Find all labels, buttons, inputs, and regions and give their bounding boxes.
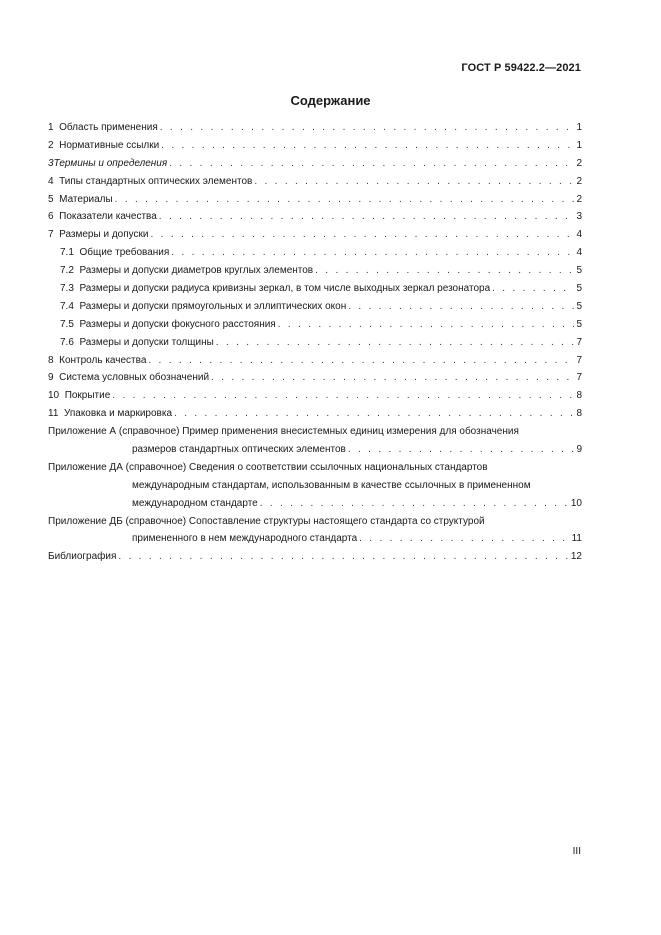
toc-entry-label: Размеры и допуски фокусного расстояния — [79, 318, 276, 330]
toc-appendix-da-line2[interactable] — [48, 477, 582, 495]
toc-entry-number: 7 — [48, 229, 60, 241]
dot-leader — [115, 191, 575, 209]
toc-entry-label: Размеры и допуски диаметров круглых элементов — [79, 265, 314, 277]
toc-entry-number: 7.4 — [60, 300, 80, 312]
toc-entry-label: Размеры и допуски прямоугольных и эллиптических окон — [79, 300, 347, 312]
toc-entry-label: Типы стандартных оптических элементов — [59, 175, 253, 187]
toc-entry-page: 8 — [576, 390, 582, 402]
toc-entry-2[interactable] — [48, 137, 582, 155]
dot-leader — [492, 280, 574, 298]
toc-entry-label: Контроль качества — [59, 354, 147, 366]
toc-entry-label: Размеры и допуски радиуса кривизны зеркал, в том числе выходных зеркал резонатора — [79, 283, 491, 295]
toc-entry-page: 9 — [576, 444, 582, 456]
toc-entry-page: 5 — [576, 283, 582, 295]
toc-appendix-a-line2[interactable] — [48, 441, 582, 459]
toc-entry-number: 11 — [48, 408, 64, 420]
toc-entry-label: Термины и определения — [53, 157, 168, 169]
dot-leader — [160, 119, 575, 137]
toc-entry-label: международном стандарте — [132, 497, 258, 509]
dot-leader — [254, 173, 574, 191]
toc-entry-1[interactable] — [48, 119, 582, 137]
toc-entry-7[interactable] — [48, 226, 582, 244]
toc-entry-7-1[interactable] — [48, 244, 582, 262]
toc-entry-number: 9 — [48, 372, 60, 384]
toc-entry-page: 7 — [576, 354, 582, 366]
toc-entry-label: Размеры и допуски толщины — [79, 336, 214, 348]
toc-entry-label: Библиография — [48, 551, 117, 563]
toc-entry-label: Приложение ДБ (справочное) Сопоставление структуры настоящего стандарта со структурой — [48, 515, 485, 527]
dot-leader — [216, 334, 575, 352]
toc-entry-5[interactable] — [48, 191, 582, 209]
toc-bibliography[interactable] — [48, 548, 582, 566]
toc-appendix-da-line1[interactable] — [48, 459, 582, 477]
dot-leader — [161, 137, 574, 155]
toc-entry-label: Показатели качества — [59, 211, 157, 223]
toc-entry-number: 4 — [48, 175, 60, 187]
toc-entry-6[interactable] — [48, 208, 582, 226]
toc-entry-label: международным стандартам, использованным в качестве ссылочных в примененном — [132, 479, 531, 491]
toc-entry-number: 7.6 — [60, 336, 80, 348]
toc-entry-page: 2 — [576, 175, 582, 187]
toc-appendix-a-line1[interactable] — [48, 423, 582, 441]
toc-entry-number: 5 — [48, 193, 60, 205]
toc-entry-label: Размеры и допуски — [59, 229, 149, 241]
toc-entry-number: 1 — [48, 122, 60, 133]
toc-entry-label: Материалы — [59, 193, 113, 205]
toc-appendix-da-line3[interactable] — [48, 495, 582, 513]
toc-entry-label: Приложение ДА (справочное) Сведения о соответствии ссылочных национальных стандартов — [48, 461, 488, 473]
toc-entry-page: 7 — [576, 336, 582, 348]
toc-entry-label: Нормативные ссылки — [59, 139, 160, 151]
toc-entry-label: Упаковка и маркировка — [63, 408, 173, 420]
dot-leader — [171, 244, 574, 262]
dot-leader — [159, 208, 575, 226]
toc-entry-number: 10 — [48, 390, 65, 402]
toc-entry-page: 3 — [576, 211, 582, 223]
dot-leader — [112, 387, 574, 405]
toc-entry-8[interactable] — [48, 352, 582, 370]
dot-leader — [348, 441, 575, 459]
toc-entry-page: 4 — [576, 247, 582, 259]
toc-entry-7-6[interactable] — [48, 334, 582, 352]
toc-entry-number: 3 — [48, 157, 54, 169]
toc-entry-number: 2 — [48, 139, 60, 151]
dot-leader — [151, 226, 575, 244]
toc-entry-page: 1 — [576, 122, 582, 133]
toc-entry-label: размеров стандартных оптических элементов — [132, 444, 346, 456]
toc-entry-page: 5 — [576, 265, 582, 277]
dot-leader — [278, 316, 575, 334]
document-code: ГОСТ Р 59422.2—2021 — [461, 62, 581, 74]
toc-entry-7-5[interactable] — [48, 316, 582, 334]
toc-appendix-db-line1[interactable] — [48, 513, 582, 531]
toc-entry-page: 10 — [570, 497, 582, 509]
toc-entry-9[interactable] — [48, 369, 582, 387]
dot-leader — [174, 405, 574, 423]
table-of-contents — [48, 119, 582, 566]
toc-entry-label: Общие требования — [79, 247, 170, 259]
toc-entry-number: 7.3 — [60, 283, 80, 295]
toc-entry-10[interactable] — [48, 387, 582, 405]
toc-entry-7-3[interactable] — [48, 280, 582, 298]
dot-leader — [169, 155, 574, 173]
toc-entry-number: 7.1 — [60, 247, 80, 259]
dot-leader — [148, 352, 574, 370]
toc-entry-page: 8 — [576, 408, 582, 420]
toc-entry-11[interactable] — [48, 405, 582, 423]
toc-entry-page: 2 — [576, 157, 582, 169]
toc-entry-page: 4 — [576, 229, 582, 241]
toc-appendix-db-line2[interactable] — [48, 530, 582, 548]
toc-entry-4[interactable] — [48, 173, 582, 191]
toc-entry-label: Область применения — [59, 122, 158, 133]
toc-entry-7-4[interactable] — [48, 298, 582, 316]
page-title: Содержание — [290, 93, 371, 108]
toc-entry-page: 1 — [576, 139, 582, 151]
toc-entry-7-2[interactable] — [48, 262, 582, 280]
dot-leader — [348, 298, 574, 316]
toc-entry-page: 12 — [570, 551, 582, 563]
toc-entry-page: 5 — [576, 300, 582, 312]
toc-entry-label: Покрытие — [64, 390, 111, 402]
toc-entry-number: 7.5 — [60, 318, 80, 330]
toc-entry-page: 7 — [576, 372, 582, 384]
toc-entry-number: 7.2 — [60, 265, 80, 277]
dot-leader — [359, 530, 569, 548]
dot-leader — [260, 495, 569, 513]
toc-entry-number: 6 — [48, 211, 60, 223]
toc-entry-label: примененного в нем международного стандарта — [132, 533, 358, 545]
toc-entry-page: 2 — [576, 193, 582, 205]
toc-entry-page: 11 — [571, 533, 582, 545]
toc-entry-3[interactable] — [48, 155, 582, 173]
toc-entry-number: 8 — [48, 354, 60, 366]
page-number: III — [572, 846, 581, 857]
dot-leader — [118, 548, 568, 566]
toc-entry-label: Система условных обозначений — [59, 372, 210, 384]
dot-leader — [315, 262, 574, 280]
toc-entry-page: 5 — [576, 318, 582, 330]
toc-entry-label: Приложение А (справочное) Пример применения внесистемных единиц измерения для обозначения — [48, 426, 519, 438]
dot-leader — [211, 369, 574, 387]
